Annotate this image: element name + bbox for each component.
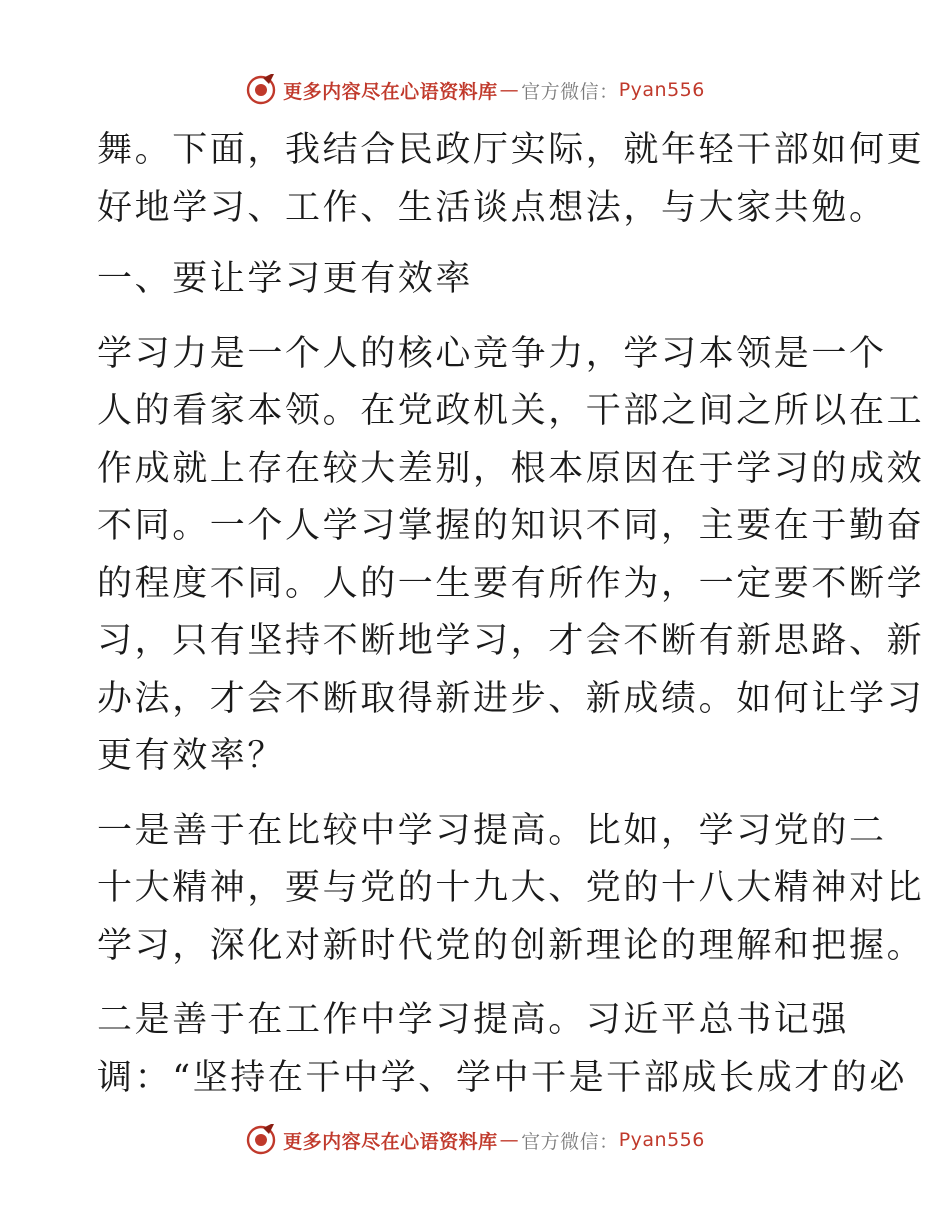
watermark-main-text: 更多内容尽在心语资料库 (283, 1130, 498, 1153)
watermark-label: 官方微信： (521, 1130, 619, 1153)
text-line: 作成就上存在较大差别，根本原因在于学习的成效 (97, 448, 925, 489)
document-body (97, 122, 925, 1107)
text-line: 学习力是一个人的核心竞争力，学习本领是一个 (97, 333, 887, 374)
text-line: 好地学习、工作、生活谈点想法，与大家共勉。 (97, 187, 887, 228)
watermark-header (0, 70, 950, 110)
text-line: 习，只有坚持不断地学习，才会不断有新思路、新 (97, 621, 925, 661)
section-heading: 一、要让学习更有效率 (97, 259, 474, 299)
text-line: 不同。一个人学习掌握的知识不同，主要在于勤奋 (97, 506, 925, 546)
watermark-id: Pyan556 (618, 79, 705, 101)
watermark-dash: — (499, 1129, 520, 1151)
text-line: 舞。下面，我结合民政厅实际，就年轻干部如何更 (97, 130, 925, 170)
watermark-id: Pyan556 (618, 1129, 705, 1151)
text-line: 二是善于在工作中学习提高。习近平总书记强 (97, 1000, 850, 1040)
pen-logo-icon (245, 1124, 277, 1156)
text-line: 调：“坚持在干中学、学中干是干部成长成才的必 (97, 1057, 908, 1098)
text-line: 更有效率？ (97, 736, 286, 776)
watermark-dash: — (499, 79, 520, 101)
text-line: 一是善于在比较中学习提高。比如，学习党的二 (97, 810, 887, 851)
pen-logo-icon (245, 74, 277, 106)
text-line: 办法，才会不断取得新进步、新成绩。如何让学习 (97, 678, 925, 719)
watermark-footer (0, 1120, 950, 1160)
text-line: 人的看家本领。在党政机关，干部之间之所以在工 (97, 391, 925, 431)
watermark-label: 官方微信： (521, 80, 619, 103)
text-line: 十大精神，要与党的十九大、党的十八大精神对比 (97, 868, 925, 908)
text-line: 学习，深化对新时代党的创新理论的理解和把握。 (97, 925, 925, 966)
text-line: 的程度不同。人的一生要有所作为，一定要不断学 (97, 563, 925, 604)
watermark-main-text: 更多内容尽在心语资料库 (283, 80, 498, 103)
